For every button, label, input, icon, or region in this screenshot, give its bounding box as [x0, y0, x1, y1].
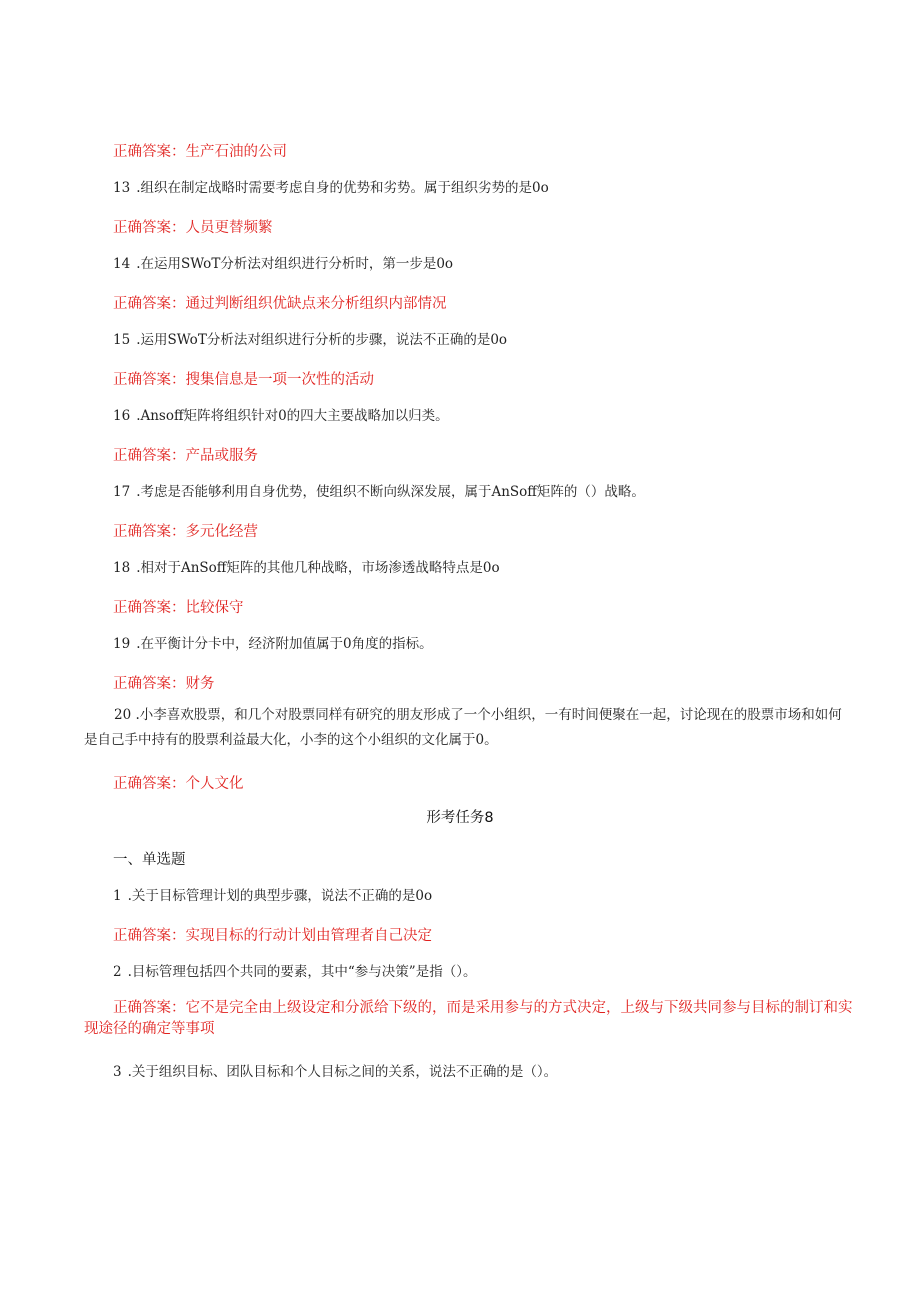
answer-prefix: 正确答案：: [113, 296, 186, 312]
answer-text: 通过判断组织优缺点来分析组织内部情况: [185, 296, 447, 312]
answer-text: 比较保守: [185, 600, 244, 616]
question-line: [113, 328, 507, 348]
answer-text: 人员更替频繁: [185, 220, 273, 236]
question-line: [113, 480, 645, 500]
answer-text: 实现目标的行动计划由管理者自己决定: [185, 928, 432, 944]
answer-prefix: 正确答案：: [113, 524, 186, 540]
question-text: .在平衡计分卡中，经济附加值属于0角度的指标。: [136, 636, 433, 652]
answer-text: 搜集信息是一项一次性的活动: [185, 372, 374, 388]
question-line: [113, 960, 476, 980]
answer-line: [113, 596, 244, 617]
answer-text: 产品或服务: [185, 448, 258, 464]
answer-line: [113, 520, 258, 541]
question-number: 1: [113, 888, 122, 904]
answer-prefix: 正确答案：: [113, 372, 186, 388]
answer-text: 财务: [185, 676, 215, 692]
question-line: [113, 252, 453, 272]
answer-text: 生产石油的公司: [185, 144, 287, 160]
answer-prefix: 正确答案：: [113, 220, 186, 236]
answer-prefix: 正确答案：: [113, 928, 186, 944]
question-line: [113, 632, 433, 652]
question-number: 3: [113, 1064, 122, 1080]
question-paragraph: [84, 703, 844, 753]
answer-line: [113, 672, 215, 693]
question-number: 17: [113, 484, 131, 500]
answer-line: [113, 772, 244, 793]
question-line: [113, 556, 500, 576]
answer-paragraph: [84, 998, 854, 1040]
question-text: .运用SWoT分析法对组织进行分析的步骤，说法不正确的是0o: [136, 332, 508, 348]
question-text: .相对于AnSoff矩阵的其他几种战略，市场渗透战略特点是0o: [136, 560, 500, 576]
section-heading: 一、单选题: [113, 852, 186, 868]
question-number: 13: [113, 180, 131, 196]
answer-prefix: 正确答案：: [113, 776, 186, 792]
question-number: 18: [113, 560, 131, 576]
answer-prefix: 正确答案：: [113, 676, 186, 692]
question-number: 15: [113, 332, 131, 348]
question-line: [113, 404, 449, 424]
question-text: .关于组织目标、团队目标和个人目标之间的关系，说法不正确的是（）。: [127, 1064, 558, 1080]
question-number: 19: [113, 636, 131, 652]
question-text: .Ansoff矩阵将组织针对0的四大主要战略加以归类。: [136, 408, 449, 424]
question-line: [113, 1060, 557, 1080]
question-line: [113, 884, 432, 904]
answer-line: [113, 444, 258, 465]
answer-text: 它不是完全由上级设定和分派给下级的，而是采用参与的方式决定，上级与下级共同参与目标的制订和实现途径的确定等事项: [84, 1000, 853, 1037]
section-title: 形考任务8: [426, 810, 494, 826]
question-number: 2: [113, 964, 122, 980]
question-number: 14: [113, 256, 131, 272]
answer-prefix: 正确答案：: [113, 1000, 186, 1016]
question-text: .组织在制定战略时需要考虑自身的优势和劣势。属于组织劣势的是0o: [136, 180, 549, 196]
question-line: [113, 176, 549, 196]
question-text: .小李喜欢股票，和几个对股票同样有研究的朋友形成了一个小组织，一有时间便聚在一起，讨论现在的股票市场和如何是自己手中持有的股票利益最大化，小李的这个小组织的文化属于0。: [84, 707, 842, 748]
answer-text: 多元化经营: [185, 524, 258, 540]
answer-line: [113, 216, 273, 237]
question-text: .关于目标管理计划的典型步骤，说法不正确的是0o: [127, 888, 433, 904]
answer-line: [113, 368, 374, 389]
answer-line: [113, 140, 287, 161]
question-text: .考虑是否能够利用自身优势，使组织不断向纵深发展，属于AnSoff矩阵的（）战略。: [136, 484, 645, 500]
question-text: .在运用SWoT分析法对组织进行分析时，第一步是0o: [136, 256, 454, 272]
question-number: 16: [113, 408, 131, 424]
question-text: .目标管理包括四个共同的要素，其中“参与决策”是指（）。: [127, 964, 477, 980]
answer-prefix: 正确答案：: [113, 600, 186, 616]
question-number: 20: [114, 707, 132, 723]
answer-prefix: 正确答案：: [113, 448, 186, 464]
answer-prefix: 正确答案：: [113, 144, 186, 160]
answer-line: [113, 292, 447, 313]
answer-text: 个人文化: [185, 776, 244, 792]
answer-line: [113, 924, 432, 945]
